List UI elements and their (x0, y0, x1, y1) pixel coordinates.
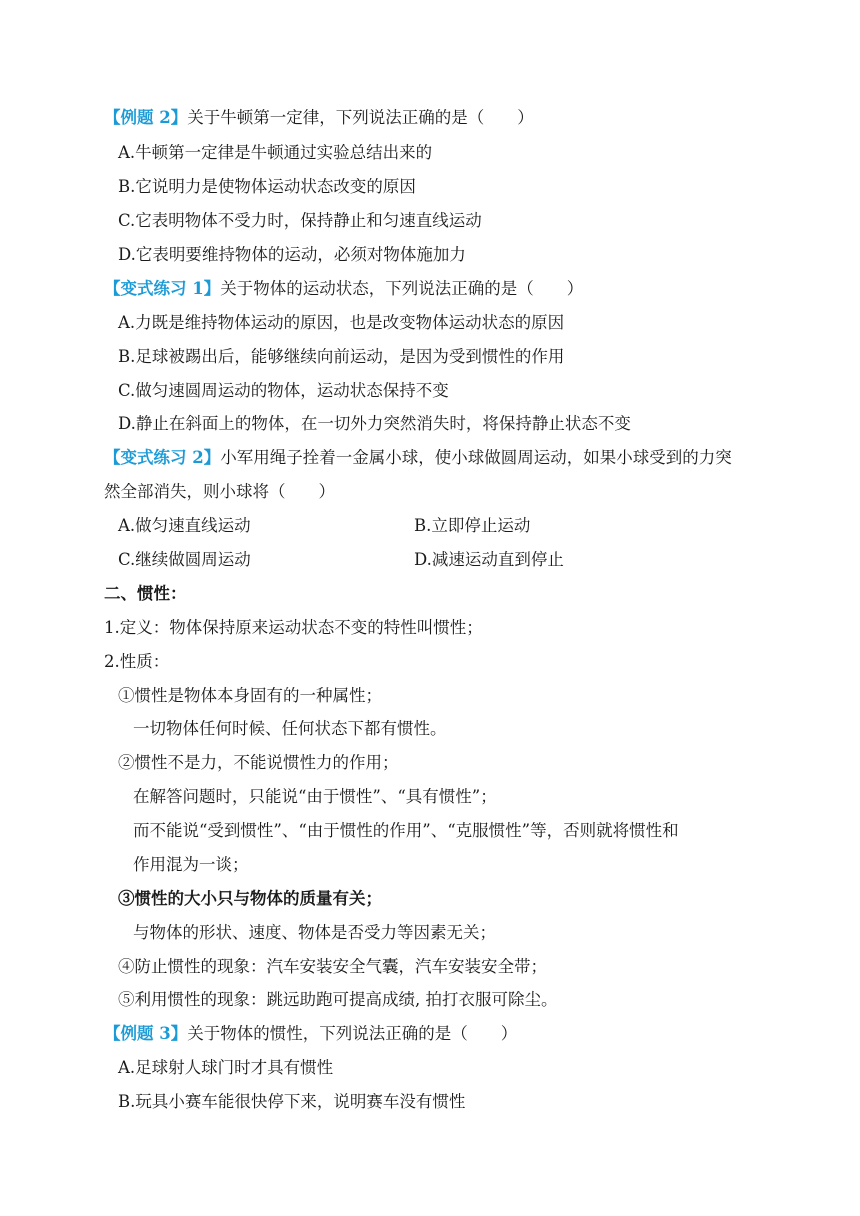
property-2-detail-2b: 作用混为一谈； (133, 855, 249, 874)
example-2-option-d: D.它表明要维持物体的运动，必须对物体施加力 (118, 245, 466, 264)
property-3-detail: 与物体的形状、速度、物体是否受力等因素无关； (133, 923, 496, 942)
variant-1-tag: 【变式练习 1】 (104, 279, 221, 298)
example-3-stem: 关于物体的惯性，下列说法正确的是（ ） (187, 1024, 518, 1043)
property-1-detail: 一切物体任何时候、任何状态下都有惯性。 (133, 719, 447, 738)
variant-2-tag: 【变式练习 2】 (104, 448, 221, 467)
example-2-option-a: A.牛顿第一定律是牛顿通过实验总结出来的 (118, 143, 433, 162)
example-2-tag: 【例题 2】 (104, 108, 188, 127)
variant-2-question (104, 447, 820, 469)
variant-1-option-c: C.做匀速圆周运动的物体，运动状态保持不变 (118, 381, 449, 400)
example-3-option-b: B.玩具小赛车能很快停下来，说明赛车没有惯性 (118, 1092, 466, 1111)
example-2-option-b: B.它说明力是使物体运动状态改变的原因 (118, 177, 416, 196)
variant-2-option-a: A.做匀速直线运动 (118, 516, 251, 535)
variant-2-option-c: C.继续做圆周运动 (118, 550, 251, 569)
example-2-stem: 关于牛顿第一定律，下列说法正确的是（ ） (187, 108, 534, 127)
variant-1-option-b: B.足球被踢出后，能够继续向前运动，是因为受到惯性的作用 (118, 347, 565, 366)
property-2: ②惯性不是力，不能说惯性力的作用； (118, 753, 399, 772)
variant-2-option-b: B.立即停止运动 (414, 516, 531, 535)
variant-2-stem-line2: 然全部消失，则小球将（ ） (104, 482, 335, 501)
definition: 1.定义：物体保持原来运动状态不变的特性叫惯性； (104, 618, 483, 637)
property-2-detail-2a: 而不能说“受到惯性”、“由于惯性的作用”、“克服惯性”等，否则就将惯性和 (133, 821, 679, 840)
property-5: ⑤利用惯性的现象：跳远助跑可提高成绩, 拍打衣服可除尘。 (118, 990, 558, 1009)
example-2-question (104, 107, 820, 129)
variant-1-option-d: D.静止在斜面上的物体，在一切外力突然消失时，将保持静止状态不变 (118, 414, 631, 433)
example-2-option-c: C.它表明物体不受力时，保持静止和匀速直线运动 (118, 211, 482, 230)
variant-2-option-d: D.减速运动直到停止 (414, 550, 564, 569)
property-label: 2.性质： (104, 652, 170, 671)
example-3-question (104, 1023, 820, 1045)
property-4: ④防止惯性的现象：汽车安装安全气囊，汽车安装安全带； (118, 957, 547, 976)
property-3: ③惯性的大小只与物体的质量有关； (118, 889, 382, 908)
example-3-tag: 【例题 3】 (104, 1024, 188, 1043)
variant-1-option-a: A.力既是维持物体运动的原因，也是改变物体运动状态的原因 (118, 313, 565, 332)
property-2-detail-1: 在解答问题时，只能说“由于惯性”、“具有惯性”； (133, 787, 497, 806)
property-1: ①惯性是物体本身固有的一种属性； (118, 686, 382, 705)
variant-1-stem: 关于物体的运动状态，下列说法正确的是（ ） (220, 279, 584, 298)
variant-2-stem-line1: 小军用绳子拴着一金属小球，使小球做圆周运动，如果小球受到的力突 (220, 448, 732, 467)
variant-1-question (104, 278, 820, 300)
section-heading: 二、惯性： (104, 584, 187, 603)
example-3-option-a: A.足球射人球门时才具有惯性 (118, 1058, 334, 1077)
